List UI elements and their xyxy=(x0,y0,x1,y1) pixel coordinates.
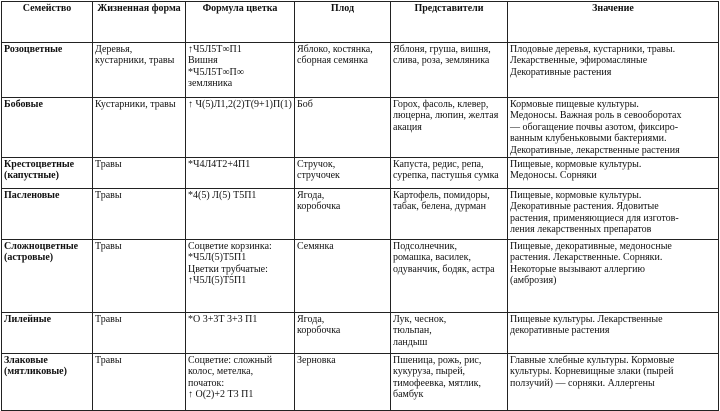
significance-cell xyxy=(508,313,719,354)
family-cell xyxy=(2,354,93,411)
cell-line: Травы xyxy=(95,314,122,326)
fruit-cell xyxy=(295,354,391,411)
family-cell xyxy=(2,98,93,158)
cell-line: Бобовые xyxy=(4,99,43,110)
cell-line: растения, применяющиеся для изготов- xyxy=(510,212,679,224)
cell-line: — обогащение почвы азотом, фиксиро- xyxy=(510,121,679,133)
cell-line: *О 3+3Т 3+3 П1 xyxy=(188,314,258,326)
cell-line: Кормовые пищевые культуры. xyxy=(510,99,639,110)
cell-line: растения. Лекарственные. Сорняки. xyxy=(510,252,663,264)
flower-formula-cell xyxy=(186,189,295,240)
representatives-cell xyxy=(391,43,508,98)
flower-formula-cell xyxy=(186,43,295,98)
cell-line: Сложноцветные xyxy=(4,241,79,253)
cell-line: (мятликовые) xyxy=(4,366,67,378)
table-row xyxy=(2,354,719,411)
cell-line: Медоносы. Важная роль в севооборотах xyxy=(510,110,682,122)
cell-line: Ягода, xyxy=(297,190,325,202)
cell-line: Деревья, xyxy=(95,44,133,55)
header-representatives: Представители xyxy=(391,2,508,43)
cell-line: Декоративные растения. Ядовитые xyxy=(510,201,659,213)
cell-line: Лук, чеснок, xyxy=(393,314,447,326)
table-row xyxy=(2,158,719,189)
cell-line: Пасленовые xyxy=(4,190,60,202)
cell-line: Соцветие корзинка: xyxy=(188,241,272,253)
representatives-cell xyxy=(391,354,508,411)
cell-line: ванным клубеньковыми бактериями. xyxy=(510,133,667,145)
cell-line: Подсолнечник, xyxy=(393,241,457,253)
fruit-cell xyxy=(295,240,391,313)
cell-line: Капуста, редис, репа, xyxy=(393,159,484,171)
cell-line: (амброзия) xyxy=(510,275,557,287)
cell-line: коробочка xyxy=(297,325,341,337)
cell-line: Пищевые культуры. Лекарственные xyxy=(510,314,663,326)
cell-line: табак, белена, дурман xyxy=(393,201,486,213)
cell-line: Пищевые, декоративные, медоносные xyxy=(510,241,672,253)
cell-line: *Ч5Л5Т∞П∞ xyxy=(188,66,244,78)
cell-line: ↑Ч5Л5Т∞П1 xyxy=(188,44,242,55)
cell-line: ландыш xyxy=(393,336,428,348)
representatives-cell xyxy=(391,240,508,313)
cell-line: Декоративные, лекарственные растения xyxy=(510,144,680,156)
flower-formula-cell xyxy=(186,313,295,354)
flower-formula-cell xyxy=(186,354,295,411)
cell-line: Картофель, помидоры, xyxy=(393,190,490,202)
cell-line: кустарники, травы xyxy=(95,55,175,67)
cell-line: культуры. Корневищные злаки (пырей xyxy=(510,366,674,378)
table-row xyxy=(2,98,719,158)
table-row xyxy=(2,240,719,313)
cell-line: *Ч5Л(5)Т5П1 xyxy=(188,252,247,264)
flower-formula-cell xyxy=(186,240,295,313)
header-flower-formula: Формула цветка xyxy=(186,2,295,43)
header-fruit: Плод xyxy=(295,2,391,43)
cell-line: Вишня xyxy=(188,55,218,67)
cell-line: люцерна, люпин, желтая xyxy=(393,110,499,122)
cell-line: одуванчик, бодяк, астра xyxy=(393,263,495,275)
cell-line: Цветки трубчатые: xyxy=(188,263,268,275)
table-row xyxy=(2,313,719,354)
cell-line: Крестоцветные xyxy=(4,159,75,171)
representatives-cell xyxy=(391,158,508,189)
flower-formula-cell xyxy=(186,158,295,189)
cell-line: Яблоко, костянка, xyxy=(297,44,373,55)
cell-line: слива, роза, земляника xyxy=(393,55,490,67)
life-form-cell xyxy=(93,313,186,354)
fruit-cell xyxy=(295,43,391,98)
cell-line: Плодовые деревья, кустарники, травы. xyxy=(510,44,676,55)
header-significance: Значение xyxy=(508,2,719,43)
significance-cell xyxy=(508,354,719,411)
cell-line: Медоносы. Сорняки xyxy=(510,170,597,182)
cell-line: Семянка xyxy=(297,241,334,253)
family-cell xyxy=(2,240,93,313)
cell-line: (капустные) xyxy=(4,170,59,182)
life-form-cell xyxy=(93,43,186,98)
cell-line: Боб xyxy=(297,99,313,110)
cell-line: тюльпан, xyxy=(393,325,432,337)
cell-line: Травы xyxy=(95,159,122,171)
fruit-cell xyxy=(295,189,391,240)
significance-cell xyxy=(508,43,719,98)
significance-cell xyxy=(508,189,719,240)
representatives-cell xyxy=(391,98,508,158)
header-life-form: Жизненная форма xyxy=(93,2,186,43)
cell-line: Декоративные растения xyxy=(510,66,612,78)
cell-line: початок: xyxy=(188,377,225,389)
fruit-cell xyxy=(295,158,391,189)
flower-formula-cell xyxy=(186,98,295,158)
cell-line: Травы xyxy=(95,355,122,367)
cell-line: стручочек xyxy=(297,170,340,182)
cell-line: Травы xyxy=(95,241,122,253)
table-row xyxy=(2,43,719,98)
family-cell xyxy=(2,43,93,98)
cell-line: *4(5) Л(5) Т5П1 xyxy=(188,190,257,202)
cell-line: коробочка xyxy=(297,201,341,213)
cell-line: Пищевые, кормовые культуры. xyxy=(510,159,642,171)
significance-cell xyxy=(508,240,719,313)
cell-line: Лекарственные, эфиромасляные xyxy=(510,55,648,67)
life-form-cell xyxy=(93,98,186,158)
cell-line: ↑Ч5Л(5)Т5П1 xyxy=(188,275,247,287)
cell-line: декоративные растения xyxy=(510,325,610,337)
cell-line: *Ч4Л4Т2+4П1 xyxy=(188,159,251,171)
table-row xyxy=(2,189,719,240)
cell-line: Травы xyxy=(95,190,122,202)
cell-line: Главные хлебные культуры. Кормовые xyxy=(510,355,675,367)
cell-line: (астровые) xyxy=(4,252,54,264)
cell-line: тимофеевка, мятлик, xyxy=(393,377,482,389)
header-row xyxy=(2,2,719,43)
cell-line: земляника xyxy=(188,78,233,90)
representatives-cell xyxy=(391,313,508,354)
cell-line: ползучий) — сорняки. Аллергены xyxy=(510,377,655,389)
significance-cell xyxy=(508,158,719,189)
cell-line: Стручок, xyxy=(297,159,336,171)
cell-line: ления лекарственных препаратов xyxy=(510,224,652,236)
family-cell xyxy=(2,313,93,354)
cell-line: Зерновка xyxy=(297,355,336,367)
cell-line: акация xyxy=(393,121,422,133)
cell-line: колос, метелка, xyxy=(188,366,254,378)
cell-line: Яблоня, груша, вишня, xyxy=(393,44,491,55)
family-cell xyxy=(2,158,93,189)
cell-line: Ягода, xyxy=(297,314,325,326)
cell-line: Лилейные xyxy=(4,314,52,326)
life-form-cell xyxy=(93,189,186,240)
cell-line: Кустарники, травы xyxy=(95,99,176,110)
cell-line: бамбук xyxy=(393,389,424,401)
cell-line: сборная семянка xyxy=(297,55,368,67)
life-form-cell xyxy=(93,240,186,313)
cell-line: ↑ Ч(5)Л1,2(2)Т(9+1)П(1) xyxy=(188,99,292,110)
cell-line: ↑ О(2)+2 Т3 П1 xyxy=(188,389,254,401)
life-form-cell xyxy=(93,158,186,189)
cell-line: ромашка, василек, xyxy=(393,252,471,264)
life-form-cell xyxy=(93,354,186,411)
plant-families-table xyxy=(1,1,719,411)
cell-line: кукуруза, пырей, xyxy=(393,366,466,378)
cell-line: Соцветие: сложный xyxy=(188,355,273,367)
cell-line: Некоторые вызывают аллергию xyxy=(510,263,645,275)
cell-line: Розоцветные xyxy=(4,44,63,55)
significance-cell xyxy=(508,98,719,158)
cell-line: Пищевые, кормовые культуры. xyxy=(510,190,642,202)
header-family: Семейство xyxy=(2,2,93,43)
family-cell xyxy=(2,189,93,240)
cell-line: Горох, фасоль, клевер, xyxy=(393,99,489,110)
cell-line: Пшеница, рожь, рис, xyxy=(393,355,482,367)
fruit-cell xyxy=(295,98,391,158)
cell-line: Злаковые xyxy=(4,355,48,367)
representatives-cell xyxy=(391,189,508,240)
fruit-cell xyxy=(295,313,391,354)
cell-line: сурепка, пастушья сумка xyxy=(393,170,499,182)
